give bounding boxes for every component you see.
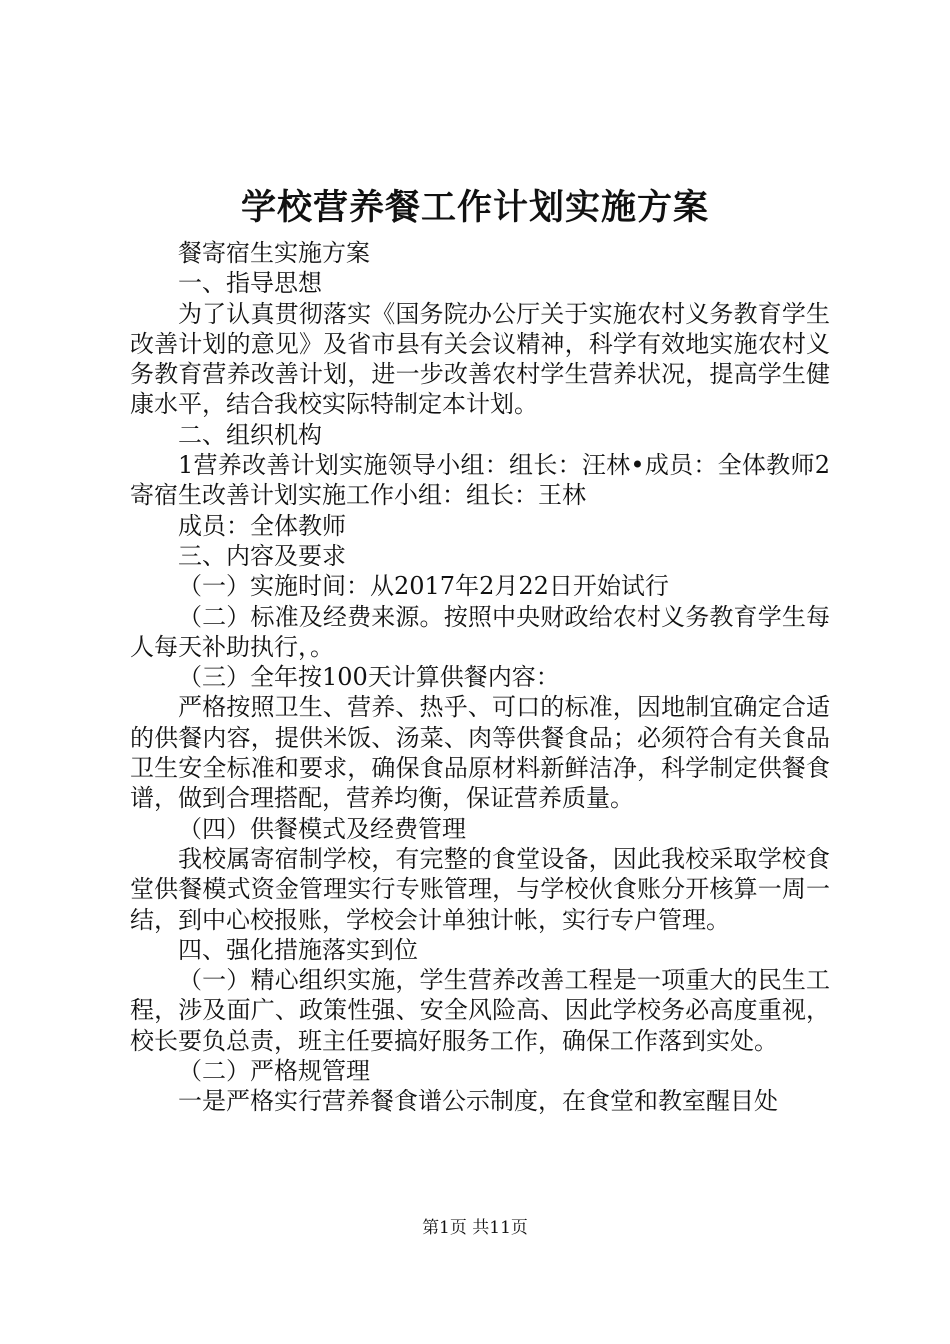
section-heading: 一、指导思想	[178, 269, 322, 298]
paragraph: 为了认真贯彻落实《国务院办公厅关于实施农村义务教育学生改善计划的意见》及省市县有关会议精神，科学有效地实施农村义务教育营养改善计划，进一步改善农村学生营养状况，提高学生健康水平，结合我校实际特制定本计划。	[130, 299, 830, 419]
section-heading: 三、内容及要求	[178, 541, 346, 570]
paragraph: 成员：全体教师	[178, 511, 346, 540]
section-heading: 四、强化措施落实到位	[178, 935, 418, 964]
paragraph: 我校属寄宿制学校，有完整的食堂设备，因此我校采取学校食堂供餐模式资金管理实行专账管理，与学校伙食账分开核算一周一结，到中心校报账，学校会计单独计帐，实行专户管理。	[130, 844, 830, 934]
document-title: 学校营养餐工作计划实施方案	[240, 187, 709, 228]
paragraph: （四）供餐模式及经费管理	[178, 814, 466, 843]
document-body	[130, 238, 830, 1117]
paragraph: 严格按照卫生、营养、热乎、可口的标准，因地制宜确定合适的供餐内容，提供米饭、汤菜、肉等供餐食品；必须符合有关食品卫生安全标准和要求，确保食品原材料新鲜洁净，科学制定供餐食谱，做到合理搭配，营养均衡，保证营养质量。	[130, 693, 830, 813]
section-heading: 二、组织机构	[178, 420, 322, 449]
paragraph: （二）严格规管理	[178, 1057, 370, 1086]
paragraph: （三）全年按100天计算供餐内容：	[178, 663, 560, 692]
paragraph: （一）实施时间：从2017年2月22日开始试行	[178, 572, 669, 601]
paragraph: 1营养改善计划实施领导小组：组长：汪林•成员：全体教师2寄宿生改善计划实施工作小组：组长：王林	[130, 451, 830, 510]
paragraph: （二）标准及经费来源。按照中央财政给农村义务教育学生每人每天补助执行，。	[130, 602, 830, 661]
paragraph: （一）精心组织实施，学生营养改善工程是一项重大的民生工程，涉及面广、政策性强、安全风险高、因此学校务必高度重视，校长要负总责，班主任要搞好服务工作，确保工作落到实处。	[130, 966, 830, 1055]
paragraph: 餐寄宿生实施方案	[178, 239, 370, 267]
paragraph: 一是严格实行营养餐食谱公示制度，在食堂和教室醒目处	[178, 1087, 778, 1116]
page-footer: 第1页 共11页	[422, 1218, 528, 1238]
